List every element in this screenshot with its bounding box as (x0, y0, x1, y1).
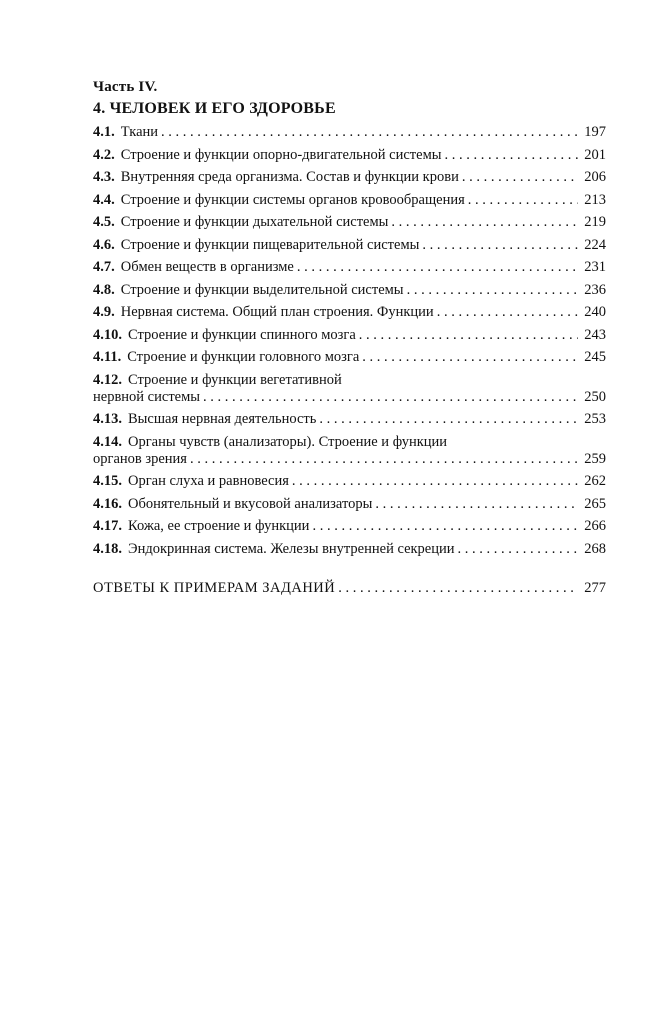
toc-entry-title-continued: органов зрения (93, 450, 187, 467)
toc-entry-page-number: 266 (584, 518, 606, 534)
dot-leader (161, 124, 578, 141)
toc-entry-title: Орган слуха и равновесия (128, 473, 289, 489)
toc-entry[interactable] (93, 349, 606, 366)
toc-entry-line (93, 214, 606, 231)
toc-entry[interactable] (93, 434, 606, 468)
toc-entry-number: 4.17. (93, 518, 122, 534)
toc-entry[interactable] (93, 214, 606, 231)
toc-entry-line (93, 237, 606, 254)
toc-entry[interactable] (93, 192, 606, 209)
chapter-title: 4. ЧЕЛОВЕК И ЕГО ЗДОРОВЬЕ (93, 100, 336, 117)
toc-entry-title: Строение и функции спинного мозга (128, 326, 356, 343)
toc-entry-number: 4.3. (93, 169, 115, 185)
answers-page-number: 277 (584, 579, 606, 596)
toc-entry-line (93, 349, 606, 366)
toc-entry-title-continued: нервной системы (93, 388, 201, 405)
toc-entry-number: 4.5. (93, 214, 115, 230)
toc-entry-number: 4.2. (93, 146, 115, 163)
toc-entry-page-number: 224 (584, 236, 606, 253)
toc-entry[interactable] (93, 496, 606, 513)
toc-entry-line (93, 259, 606, 276)
toc-entry[interactable] (93, 124, 606, 141)
toc-entry-title: Высшая нервная деятельность (128, 411, 317, 427)
toc-entry-line (93, 541, 606, 558)
toc-entry-title: Строение и функции выделительной системы (120, 281, 404, 298)
toc-entry[interactable] (93, 372, 606, 406)
toc-page (93, 78, 606, 597)
toc-entry-page-number: 231 (584, 259, 606, 275)
toc-entry[interactable] (93, 304, 606, 321)
toc-entry-page-number: 243 (584, 326, 606, 343)
toc-entry-number: 4.13. (93, 411, 122, 427)
toc-entry-line (93, 169, 606, 186)
toc-entry-number: 4.10. (93, 326, 122, 343)
toc-entry[interactable] (93, 169, 606, 186)
toc-entry-line (93, 473, 606, 490)
toc-entry-line (93, 192, 606, 209)
dot-leader (462, 169, 578, 186)
toc-entry-line (93, 124, 606, 141)
toc-entry-page-number: 201 (584, 146, 606, 163)
toc-entry-number: 4.4. (93, 191, 115, 208)
toc-entry-title: Строение и функции дыхательной системы (120, 214, 389, 230)
toc-entry-page-number: 265 (584, 495, 606, 512)
toc-entry-number: 4.18. (93, 540, 122, 557)
toc-entry-title: Обонятельный и вкусовой анализаторы (128, 495, 373, 512)
toc-entry-title: Строение и функции головного мозга (127, 349, 360, 365)
toc-entry[interactable] (93, 411, 606, 428)
toc-entry-second-line (93, 389, 606, 406)
dot-leader (319, 411, 578, 428)
toc-entry-number: 4.12. (93, 371, 122, 388)
toc-entry[interactable] (93, 282, 606, 299)
toc-entry-number: 4.6. (93, 236, 115, 253)
toc-entry-page-number: 268 (584, 540, 606, 557)
toc-entry-page-number: 206 (584, 169, 606, 185)
toc-entry-first-line (93, 372, 606, 389)
toc-entry-page-number: 213 (584, 191, 606, 208)
toc-entry-page-number: 219 (584, 214, 606, 230)
dot-leader (458, 541, 578, 558)
dot-leader (203, 389, 578, 406)
dot-leader (362, 349, 578, 366)
toc-entry-number: 4.14. (93, 433, 122, 450)
toc-entry-page-number: 236 (584, 281, 606, 298)
dot-leader (391, 214, 578, 231)
toc-answers-entry[interactable] (93, 580, 606, 597)
toc-entry-page-number: 262 (584, 473, 606, 489)
dot-leader (297, 259, 578, 276)
dot-leader (338, 580, 578, 597)
toc-entry-title: Органы чувств (анализаторы). Строение и функции (128, 433, 448, 450)
toc-entry-page-number: 259 (584, 450, 606, 467)
toc-entry-page-number: 253 (584, 411, 606, 427)
toc-list (93, 124, 606, 558)
toc-entry-page-number: 250 (584, 388, 606, 405)
toc-entry-number: 4.16. (93, 495, 122, 512)
toc-entry-title: Строение и функции пищеварительной системы (120, 236, 420, 253)
toc-entry-title: Внутренняя среда организма. Состав и функции крови (120, 169, 459, 185)
dot-leader (468, 192, 578, 209)
toc-entry-second-line (93, 451, 606, 468)
toc-entry-first-line (93, 434, 606, 451)
dot-leader (292, 473, 578, 490)
answers-title: ОТВЕТЫ К ПРИМЕРАМ ЗАДАНИЙ (93, 579, 336, 596)
toc-entry[interactable] (93, 147, 606, 164)
toc-entry[interactable] (93, 259, 606, 276)
toc-entry-title: Строение и функции вегетативной (128, 371, 342, 388)
part-title: Часть IV. (93, 79, 158, 95)
dot-leader (445, 147, 579, 164)
toc-entry-title: Строение и функции опорно-двигательной системы (120, 146, 442, 163)
toc-entry[interactable] (93, 518, 606, 535)
toc-entry-title: Ткани (120, 124, 159, 140)
toc-entry-title: Обмен веществ в организме (120, 259, 294, 275)
toc-entry-title: Нервная система. Общий план строения. Функции (120, 304, 434, 320)
dot-leader (437, 304, 578, 321)
toc-entry-line (93, 411, 606, 428)
toc-entry-line (93, 282, 606, 299)
toc-entry[interactable] (93, 237, 606, 254)
toc-entry-line (93, 518, 606, 535)
dot-leader (359, 327, 578, 344)
dot-leader (422, 237, 578, 254)
toc-entry-line (93, 496, 606, 513)
toc-entry[interactable] (93, 541, 606, 558)
toc-entry-number: 4.1. (93, 124, 115, 140)
toc-entry-page-number: 240 (584, 304, 606, 320)
dot-leader (375, 496, 578, 513)
toc-entry[interactable] (93, 473, 606, 490)
toc-entry-number: 4.8. (93, 281, 115, 298)
toc-entry[interactable] (93, 327, 606, 344)
dot-leader (190, 451, 578, 468)
dot-leader (312, 518, 578, 535)
toc-entry-line (93, 147, 606, 164)
toc-entry-line (93, 304, 606, 321)
toc-entry-number: 4.7. (93, 259, 115, 275)
toc-entry-number: 4.15. (93, 473, 122, 489)
toc-entry-number: 4.11. (93, 349, 122, 365)
toc-entry-page-number: 197 (584, 124, 606, 140)
toc-entry-number: 4.9. (93, 304, 115, 320)
toc-entry-title: Эндокринная система. Железы внутренней секреции (128, 540, 455, 557)
toc-entry-page-number: 245 (584, 349, 606, 365)
toc-entry-title: Кожа, ее строение и функции (128, 518, 310, 534)
dot-leader (407, 282, 578, 299)
toc-entry-title: Строение и функции системы органов кровообращения (120, 191, 465, 208)
toc-entry-line (93, 327, 606, 344)
